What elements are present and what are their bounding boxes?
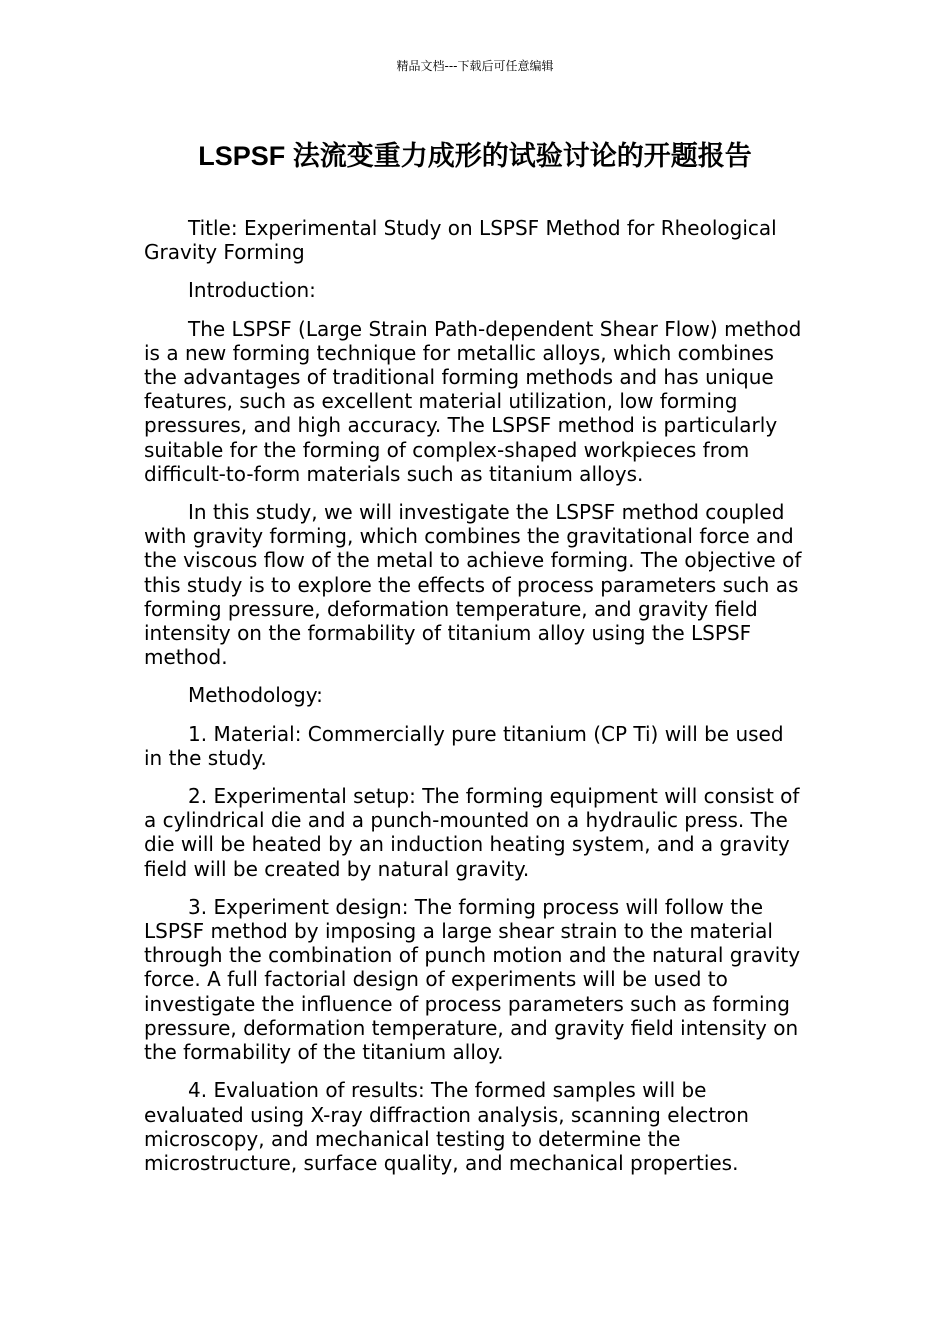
document-body: [144, 216, 806, 1189]
method-item-material: 1. Material: Commercially pure titanium (CP Ti) will be used in the study.: [144, 721, 784, 770]
section-heading-methodology: Methodology:: [188, 683, 323, 708]
paragraph-title: Title: Experimental Study on LSPSF Method for Rheological Gravity Forming: [144, 216, 777, 265]
method-item-design: 3. Experiment design: The forming process will follow the LSPSF method by imposing a large shear strain to the material through the combination of punch motion and the natural gravity force. A full factorial design of experiments will be used to investigate the influence of process parameters such as forming pressure, deformation temperature, and gravity field intensity on the formability of the titanium alloy.: [144, 894, 801, 1065]
header-note: 精品文档---下载后可任意编辑: [396, 59, 554, 73]
paragraph-lspsf-overview: The LSPSF (Large Strain Path-dependent Shear Flow) method is a new forming technique for metallic alloys, which combines the advantages of traditional forming methods and has unique features, such as excellent material utilization, low forming pressures, and high accuracy. The LSPSF method is particularly suitable for the forming of complex-shaped workpieces from difficult-to-form materials such as titanium alloys.: [144, 316, 802, 486]
page-title: LSPSF 法流变重力成形的试验讨论的开题报告: [198, 141, 752, 171]
method-item-setup: 2. Experimental setup: The forming equipment will consist of a cylindrical die and a punch-mounted on a hydraulic press. The die will be heated by an induction heating system, and a gravity field will be created by natural gravity.: [144, 784, 800, 881]
method-item-evaluation: 4. Evaluation of results: The formed samples will be evaluated using X-ray diffraction analysis, scanning electron microscopy, and mechanical testing to determine the microstructure, surface quality, and mechanical properties.: [144, 1078, 749, 1175]
section-heading-introduction: Introduction:: [188, 278, 316, 303]
paragraph-study-objective: In this study, we will investigate the LSPSF method coupled with gravity forming, which combines the gravitational force and the viscous flow of the metal to achieve forming. The objective of this study is to explore the effects of process parameters such as forming pressure, deformation temperature, and gravity field intensity on the formability of titanium alloy using the LSPSF method.: [144, 500, 802, 670]
